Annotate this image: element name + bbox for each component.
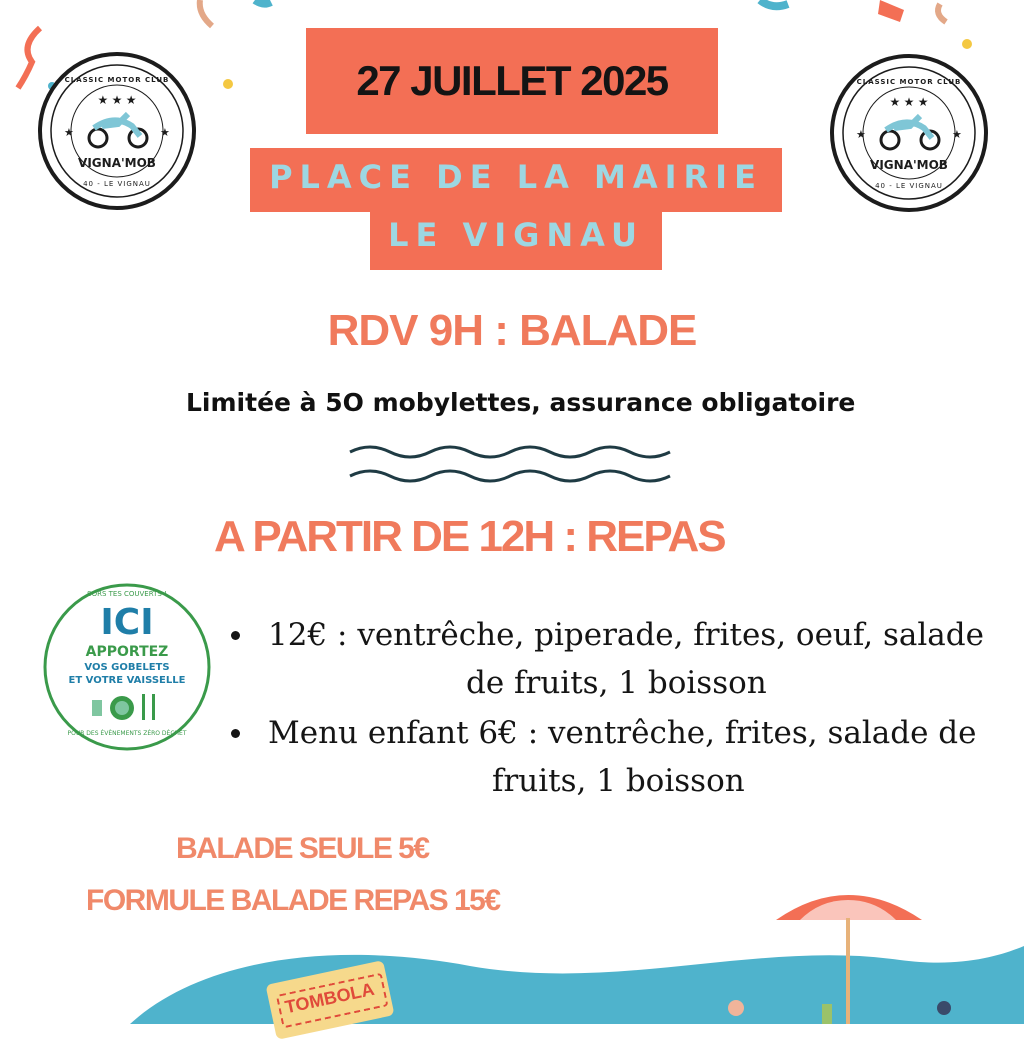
zero-waste-badge: [40, 580, 214, 754]
badge-line-1: VOS GOBELETS: [84, 662, 170, 673]
logo-brand: VIGNA'MOB: [78, 156, 156, 170]
repas-heading: A PARTIR DE 12H : REPAS: [214, 512, 725, 561]
balade-note: Limitée à 5O mobylettes, assurance obligatoire: [186, 388, 856, 417]
menu-item-2-line-2: fruits, 1 boisson: [492, 763, 745, 799]
club-logo-left: [38, 52, 196, 210]
logo-club-name: CLASSIC MOTOR CLUB: [856, 78, 962, 86]
svg-text:★: ★: [856, 129, 866, 141]
svg-text:★: ★: [64, 127, 74, 139]
price-formule: FORMULE BALADE REPAS 15€: [86, 884, 500, 917]
tombola-label: TOMBOLA: [283, 978, 377, 1018]
wave-divider: [348, 440, 678, 490]
menu-item-2-line-1: Menu enfant 6€ : ventrêche, frites, salade de: [268, 715, 977, 751]
badge-bottom-text: POUR DES ÉVÈNEMENTS ZÉRO DÉCHET: [67, 730, 187, 737]
place-line-1: PLACE DE LA MAIRIE: [269, 158, 763, 196]
menu-item-1-line-2: de fruits, 1 boisson: [466, 665, 767, 701]
svg-text:★: ★: [952, 129, 962, 141]
svg-text:★ ★ ★: ★ ★ ★: [97, 93, 137, 107]
logo-location: 40 - LE VIGNAU: [875, 182, 943, 190]
menu-item-1-line-1: 12€ : ventrêche, piperade, frites, oeuf, salade: [268, 617, 984, 653]
event-date: 27 JUILLET 2025: [356, 57, 668, 104]
place-line-2: LE VIGNAU: [388, 216, 644, 254]
badge-apportez: APPORTEZ: [85, 644, 169, 660]
club-logo-right: [830, 54, 988, 212]
bullet-icon: [231, 631, 240, 640]
beach-scene-illustration: [0, 880, 1024, 1024]
price-balade-seule: BALADE SEULE 5€: [176, 832, 429, 865]
svg-text:★ ★ ★: ★ ★ ★: [889, 95, 929, 109]
svg-text:★: ★: [160, 127, 170, 139]
logo-club-name: CLASSIC MOTOR CLUB: [64, 76, 170, 84]
logo-brand: VIGNA'MOB: [870, 158, 948, 172]
balade-heading: RDV 9H : BALADE: [327, 306, 697, 355]
badge-ici: ICI: [100, 602, 154, 643]
badge-line-2: ET VOTRE VAISSELLE: [68, 675, 186, 686]
logo-location: 40 - LE VIGNAU: [83, 180, 151, 188]
badge-top-text: SORS TES COUVERTS !: [87, 590, 167, 598]
bullet-icon: [231, 729, 240, 738]
tableware-icon: [90, 692, 170, 722]
